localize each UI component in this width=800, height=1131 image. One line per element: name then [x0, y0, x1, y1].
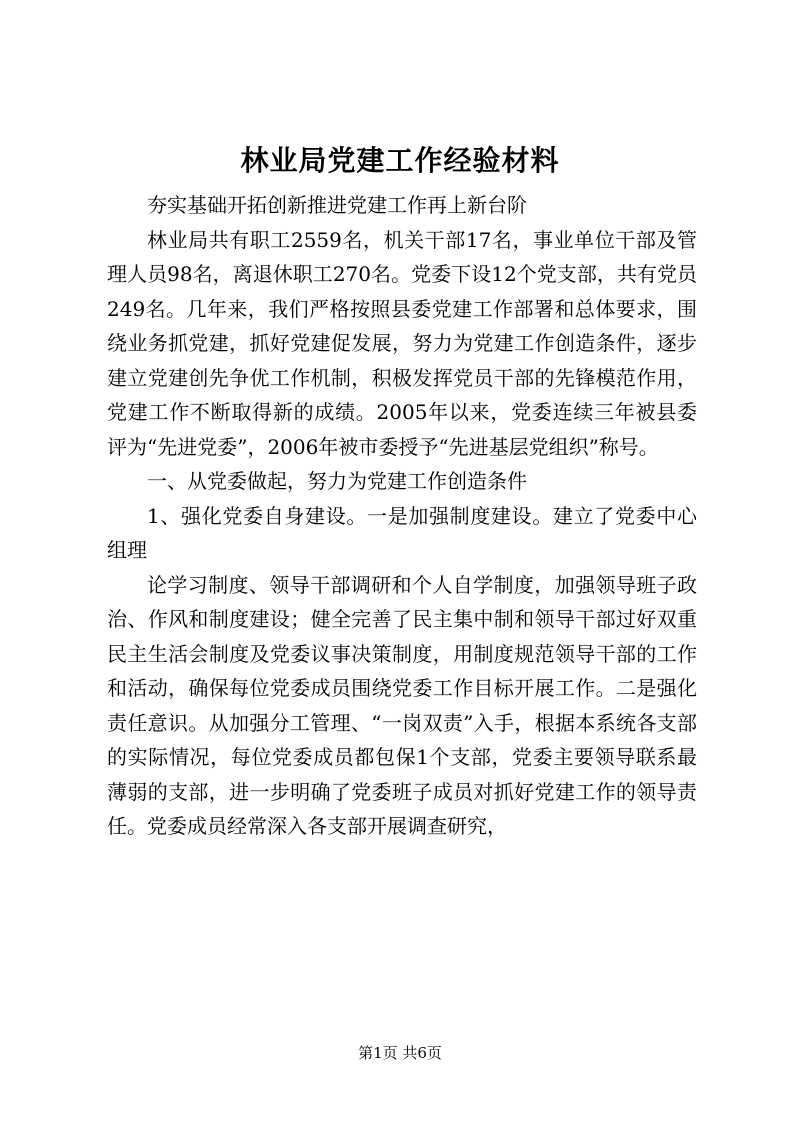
intro-paragraph: 林业局共有职工2559名，机关干部17名，事业单位干部及管理人员98名，离退休职工270名。党委下设12个党支部，共有党员249名。几年来，我们严格按照县委党建工作部署和总体要求，围绕业务抓党建，抓好党建促发展，努力为党建工作创造条件，逐步建立党建创先争优工作机制，积极发挥党员干部的先锋模范作用，党建工作不断取得新的成绩。2005年以来，党委连续三年被县委评为“先进党委”，2006年被市委授予“先进基层党组织”称号。	[107, 227, 697, 459]
document-body	[107, 188, 697, 844]
page-footer: 第1页 共6页	[358, 1044, 442, 1062]
body-paragraph: 1、强化党委自身建设。一是加强制度建设。建立了党委中心组理	[107, 503, 697, 562]
document-title: 林业局党建工作经验材料	[240, 144, 560, 177]
section-heading: 一、从党委做起，努力为党建工作创造条件	[147, 469, 527, 493]
subtitle-paragraph: 夯实基础开拓创新推进党建工作再上新台阶	[147, 193, 527, 217]
body-paragraph: 论学习制度、领导干部调研和个人自学制度，加强领导班子政治、作风和制度建设；健全完善了民主集中制和领导干部过好双重民主生活会制度及党委议事决策制度，用制度规范领导干部的工作和活动，确保每位党委成员围绕党委工作目标开展工作。二是强化责任意识。从加强分工管理、“一岗双责”入手，根据本系统各支部的实际情况，每位党委成员都包保1个支部，党委主要领导联系最薄弱的支部，进一步明确了党委班子成员对抓好党建工作的领导责任。党委成员经常深入各支部开展调查研究，	[107, 572, 697, 838]
